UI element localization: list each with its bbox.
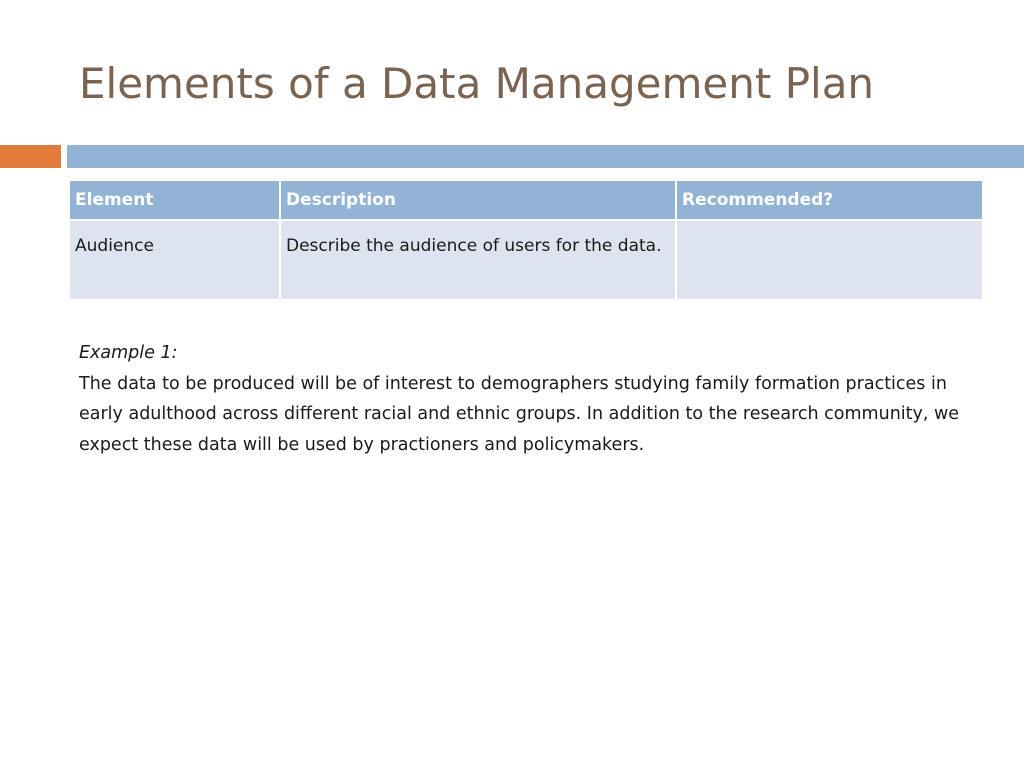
cell-element: Audience xyxy=(69,220,280,300)
header-recommended: Recommended? xyxy=(676,180,983,220)
table-header-row xyxy=(69,180,983,220)
example-label: Example 1: xyxy=(79,343,178,363)
accent-bar-orange xyxy=(0,145,61,168)
example-block xyxy=(79,338,979,460)
dmp-elements-table xyxy=(68,179,984,301)
table-row xyxy=(69,220,983,300)
example-text: The data to be produced will be of interest to demographers studying family formation practices in early adulthood across different racial and ethnic groups. In addition to the research community, we expect these data will be used by practioners and policymakers. xyxy=(79,373,960,455)
cell-recommended xyxy=(676,220,983,300)
slide-title: Elements of a Data Management Plan xyxy=(79,59,875,108)
header-description: Description xyxy=(280,180,676,220)
accent-bar-blue xyxy=(67,145,1024,168)
cell-description: Describe the audience of users for the data. xyxy=(280,220,676,300)
header-element: Element xyxy=(69,180,280,220)
